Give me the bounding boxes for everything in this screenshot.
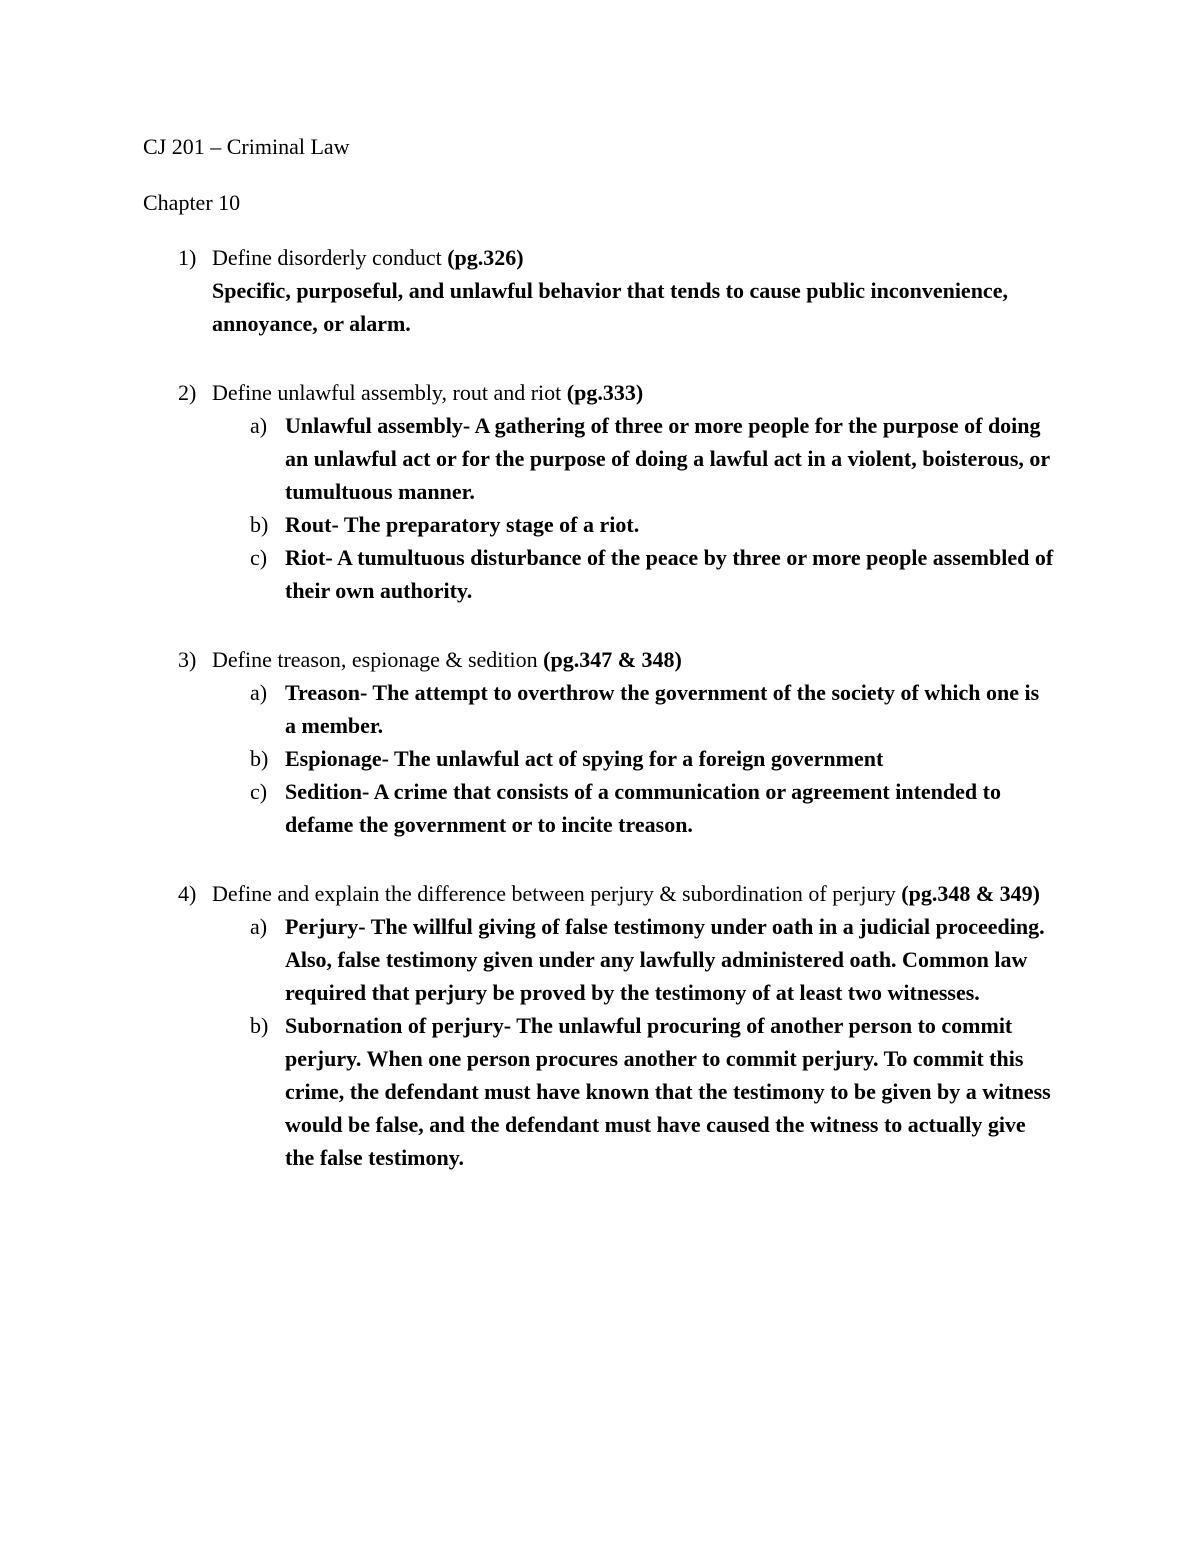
question-2-sub-a-text: Unlawful assembly- A gathering of three or more people for the purpose of doing an unlawful act or for the purpose of doing a lawful act in a violent, boisterous, or tumultuous manner. — [285, 413, 1050, 504]
question-3 — [143, 643, 1055, 841]
question-1-page-ref: (pg.326) — [447, 245, 524, 270]
question-1-body — [212, 241, 1055, 340]
question-3-sub-a — [250, 676, 1055, 742]
question-2-prompt-text: Define unlawful assembly, rout and riot — [212, 380, 567, 405]
question-4-sub-a-text: Perjury- The willful giving of false testimony under oath in a judicial proceeding. Also, false testimony given under any lawfully administered oath. Common law required that perjury be proved by the testimony of at least two witnesses. — [285, 914, 1045, 1005]
question-3-number: 3) — [178, 647, 197, 672]
question-3-prompt — [212, 643, 1055, 676]
question-4-prompt — [212, 877, 1055, 910]
question-3-sub-c-text: Sedition- A crime that consists of a communication or agreement intended to defame the government or to incite treason. — [285, 779, 1001, 837]
question-3-page-ref: (pg.347 & 348) — [543, 647, 682, 672]
question-4-sub-b-letter: b) — [250, 1013, 269, 1038]
question-4-page-ref: (pg.348 & 349) — [901, 881, 1041, 906]
question-4-number: 4) — [178, 881, 197, 906]
question-1-number: 1) — [178, 245, 197, 270]
question-4-body — [212, 877, 1055, 1174]
question-3-sub-list — [212, 676, 1055, 841]
question-3-sub-b-letter: b) — [250, 746, 269, 771]
question-2-sub-list — [212, 409, 1055, 607]
question-3-sub-b-text: Espionage- The unlawful act of spying for a foreign government — [285, 746, 884, 771]
chapter-heading: Chapter 10 — [143, 190, 241, 215]
question-2-body — [212, 376, 1055, 607]
question-2-sub-b-text: Rout- The preparatory stage of a riot. — [285, 512, 640, 537]
question-3-sub-c — [250, 775, 1055, 841]
question-2-sub-b-letter: b) — [250, 512, 269, 537]
question-3-sub-a-text: Treason- The attempt to overthrow the government of the society of which one is a member. — [285, 680, 1040, 738]
question-4-prompt-text: Define and explain the difference between perjury & subordination of perjury — [212, 881, 902, 906]
question-4-sub-list — [212, 910, 1055, 1174]
question-2-sub-b — [250, 508, 1055, 541]
question-4 — [143, 877, 1055, 1174]
question-3-sub-c-letter: c) — [250, 779, 268, 804]
question-1-prompt — [212, 241, 1055, 274]
question-2-sub-c — [250, 541, 1055, 607]
question-3-sub-a-letter: a) — [250, 680, 268, 705]
question-4-sub-a — [250, 910, 1055, 1009]
question-2-page-ref: (pg.333) — [566, 380, 644, 405]
question-2-number: 2) — [178, 380, 197, 405]
question-1 — [143, 241, 1055, 340]
question-2 — [143, 376, 1055, 607]
course-title: CJ 201 – Criminal Law — [143, 134, 350, 159]
question-2-sub-a — [250, 409, 1055, 508]
question-3-body — [212, 643, 1055, 841]
question-2-sub-c-letter: c) — [250, 545, 268, 570]
question-2-prompt — [212, 376, 1055, 409]
question-2-sub-a-letter: a) — [250, 413, 268, 438]
question-4-sub-b — [250, 1009, 1055, 1174]
question-1-answer: Specific, purposeful, and unlawful behavior that tends to cause public inconvenience, annoyance, or alarm. — [212, 278, 1008, 336]
question-4-sub-a-letter: a) — [250, 914, 268, 939]
question-2-sub-c-text: Riot- A tumultuous disturbance of the peace by three or more people assembled of their own authority. — [285, 545, 1054, 603]
question-3-sub-b — [250, 742, 1055, 775]
question-3-prompt-text: Define treason, espionage & sedition — [212, 647, 544, 672]
question-4-sub-b-text: Subornation of perjury- The unlawful procuring of another person to commit perjury. When one person procures another to commit perjury. To commit this crime, the defendant must have known that the testimony to be given by a witness would be false, and the defendant must have caused the witness to actually give the false testimony. — [285, 1013, 1051, 1170]
question-1-prompt-text: Define disorderly conduct — [212, 245, 448, 270]
